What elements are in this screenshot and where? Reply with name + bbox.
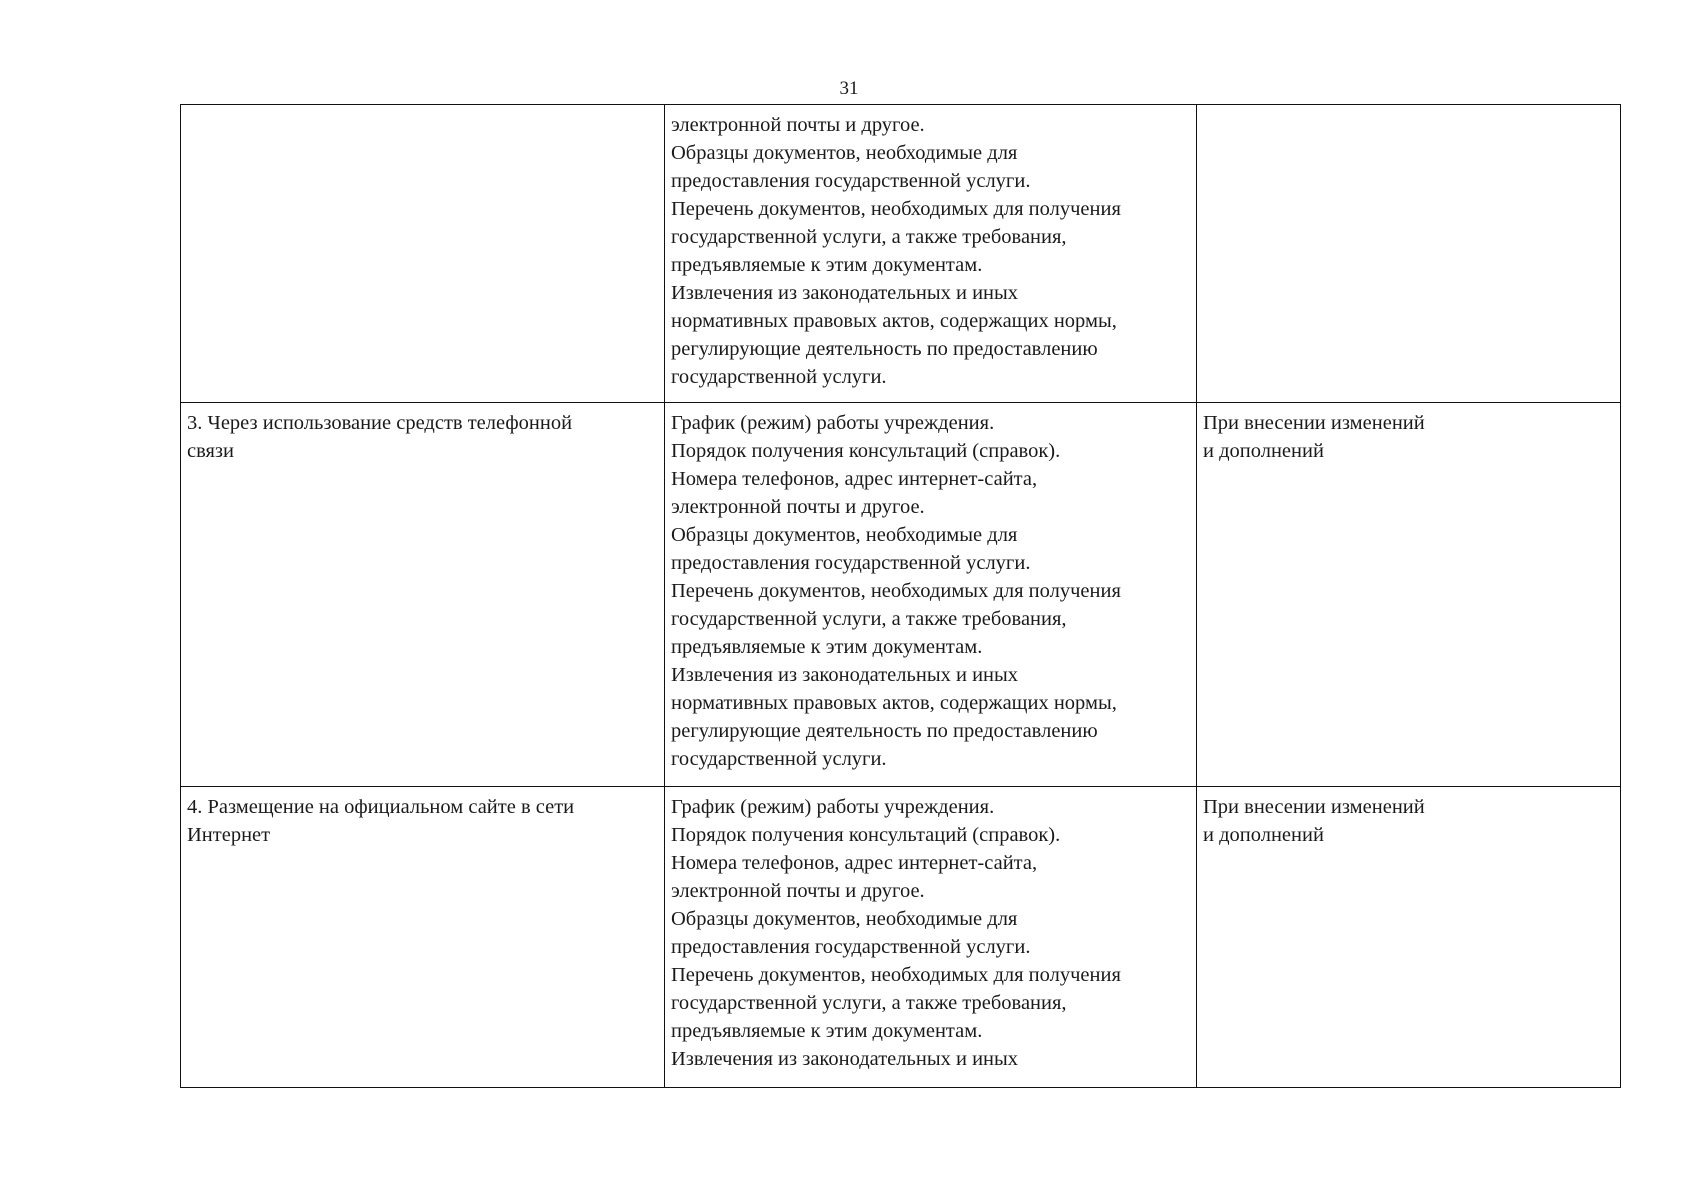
info-line: График (режим) работы учреждения. — [671, 412, 995, 434]
info-line: Перечень документов, необходимых для получения — [671, 580, 1121, 602]
info-line: Образцы документов, необходимые для — [671, 524, 1018, 546]
info-line: предоставления государственной услуги. — [671, 552, 1031, 574]
info-line: регулирующие деятельность по предоставлению — [671, 338, 1098, 360]
table-row — [181, 105, 1621, 403]
update-line: и дополнений — [1203, 824, 1324, 846]
info-line: Порядок получения консультаций (справок). — [671, 440, 1061, 462]
method-line: связи — [187, 440, 235, 462]
info-line: государственной услуги. — [671, 748, 887, 770]
method-line: 3. Через использование средств телефонной — [187, 412, 573, 434]
info-line: регулирующие деятельность по предоставлению — [671, 720, 1098, 742]
update-line: При внесении изменений — [1203, 796, 1425, 818]
info-line: государственной услуги, а также требования, — [671, 608, 1067, 630]
info-line: предоставления государственной услуги. — [671, 170, 1031, 192]
info-line: Извлечения из законодательных и иных — [671, 1048, 1019, 1070]
info-line: Перечень документов, необходимых для получения — [671, 198, 1121, 220]
info-line: электронной почты и другое. — [671, 114, 925, 136]
info-table — [180, 104, 1621, 1088]
info-line: Образцы документов, необходимые для — [671, 908, 1018, 930]
info-line: Извлечения из законодательных и иных — [671, 664, 1019, 686]
method-line: 4. Размещение на официальном сайте в сети — [187, 796, 575, 818]
method-cell — [181, 105, 665, 403]
info-cell — [665, 105, 1197, 403]
info-line: электронной почты и другое. — [671, 496, 925, 518]
method-cell — [181, 403, 665, 787]
info-line: Образцы документов, необходимые для — [671, 142, 1018, 164]
method-cell — [181, 787, 665, 1088]
update-line: При внесении изменений — [1203, 412, 1425, 434]
info-line: нормативных правовых актов, содержащих нормы, — [671, 310, 1117, 332]
info-line: нормативных правовых актов, содержащих нормы, — [671, 692, 1117, 714]
info-line: предъявляемые к этим документам. — [671, 636, 983, 658]
update-cell — [1197, 403, 1621, 787]
info-line: предоставления государственной услуги. — [671, 936, 1031, 958]
info-line: Номера телефонов, адрес интернет-сайта, — [671, 468, 1038, 490]
update-line: и дополнений — [1203, 440, 1324, 462]
table-row — [181, 403, 1621, 787]
info-line: предъявляемые к этим документам. — [671, 254, 983, 276]
info-line: государственной услуги. — [671, 366, 887, 388]
info-line: Перечень документов, необходимых для получения — [671, 964, 1121, 986]
update-cell — [1197, 105, 1621, 403]
page-number: 31 — [839, 78, 859, 99]
method-line: Интернет — [187, 824, 271, 846]
info-line: Номера телефонов, адрес интернет-сайта, — [671, 852, 1038, 874]
info-line: Извлечения из законодательных и иных — [671, 282, 1019, 304]
info-line: График (режим) работы учреждения. — [671, 796, 995, 818]
table-row — [181, 787, 1621, 1088]
info-line: предъявляемые к этим документам. — [671, 1020, 983, 1042]
info-line: Порядок получения консультаций (справок). — [671, 824, 1061, 846]
update-cell — [1197, 787, 1621, 1088]
info-line: электронной почты и другое. — [671, 880, 925, 902]
info-line: государственной услуги, а также требования, — [671, 992, 1067, 1014]
info-cell — [665, 787, 1197, 1088]
info-cell — [665, 403, 1197, 787]
info-line: государственной услуги, а также требования, — [671, 226, 1067, 248]
